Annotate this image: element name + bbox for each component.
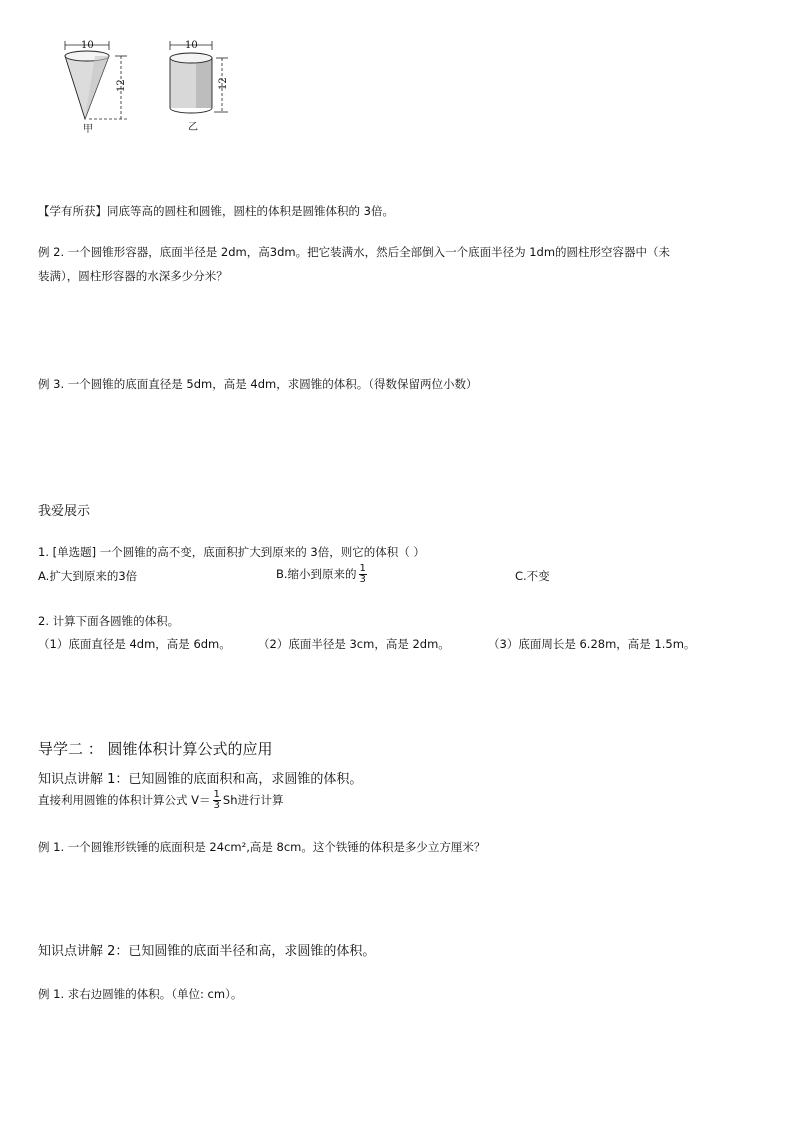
cylinder-height-label: 12 (218, 77, 229, 90)
section-2-example-1: 例 1. 一个圆锥形铁锤的底面积是 24cm²,高是 8cm。这个铁锤的体积是多少立方厘米？ (38, 840, 486, 854)
knowledge-point-2: 知识点讲解 2：已知圆锥的底面半径和高，求圆锥的体积。 (38, 944, 376, 959)
example-2-line2: 装满），圆柱形容器的水深多少分米？ (38, 269, 228, 283)
question-2-stem: 2. 计算下面各圆锥的体积。 (38, 614, 180, 628)
cylinder-figure (160, 36, 250, 136)
gain-summary: 【学有所获】同底等高的圆柱和圆锥，圆柱的体积是圆锥体积的 3倍。 (38, 204, 394, 218)
formula-line (38, 790, 284, 811)
cylinder-diameter-label: 10 (185, 40, 198, 51)
formula-fraction: $\frac{1}{3}$ (213, 789, 220, 811)
cone-diameter-label: 10 (81, 40, 94, 51)
question-1-option-b (276, 564, 369, 585)
cylinder-caption: 乙 (188, 122, 198, 133)
cone-height-label: 12 (116, 79, 127, 92)
question-2-part-2: （2）底面半径是 3cm，高是 2dm。 (258, 637, 450, 651)
section-2-title: 导学二 ： 圆锥体积计算公式的应用 (38, 740, 273, 758)
formula-post: Sh进行计算 (222, 793, 284, 807)
knowledge-point-1: 知识点讲解 1：已知圆锥的底面积和高，求圆锥的体积。 (38, 772, 363, 787)
question-1-stem: 1. [单选题] 一个圆锥的高不变，底面积扩大到原来的 3倍，则它的体积（ ） (38, 545, 425, 559)
show-title: 我爱展示 (38, 504, 91, 519)
cone-caption: 甲 (83, 124, 93, 135)
question-2-part-3: （3）底面周长是 6.28m，高是 1.5m。 (488, 637, 696, 651)
example-2-line1: 例 2. 一个圆锥形容器，底面半径是 2dm，高3dm。把它装满水，然后全部倒入一个底面半径为 1dm的圆柱形空容器中（未 (38, 245, 671, 259)
cone-figure (55, 36, 150, 136)
formula-pre: 直接利用圆锥的体积计算公式 V＝ (38, 793, 211, 807)
option-b-fraction: $\frac{1}{3}$ (359, 563, 366, 585)
question-2-part-1: （1）底面直径是 4dm，高是 6dm。 (38, 637, 231, 651)
example-3: 例 3. 一个圆锥的底面直径是 5dm，高是 4dm，求圆锥的体积。（得数保留两位小数） (38, 377, 478, 391)
section-2-example-1b: 例 1. 求右边圆锥的体积。（单位: cm）。 (38, 987, 243, 1001)
question-1-option-a: A.扩大到原来的3倍 (38, 569, 138, 583)
option-b-text: B.缩小到原来的 (276, 567, 357, 581)
question-1-option-c: C.不变 (515, 569, 550, 583)
